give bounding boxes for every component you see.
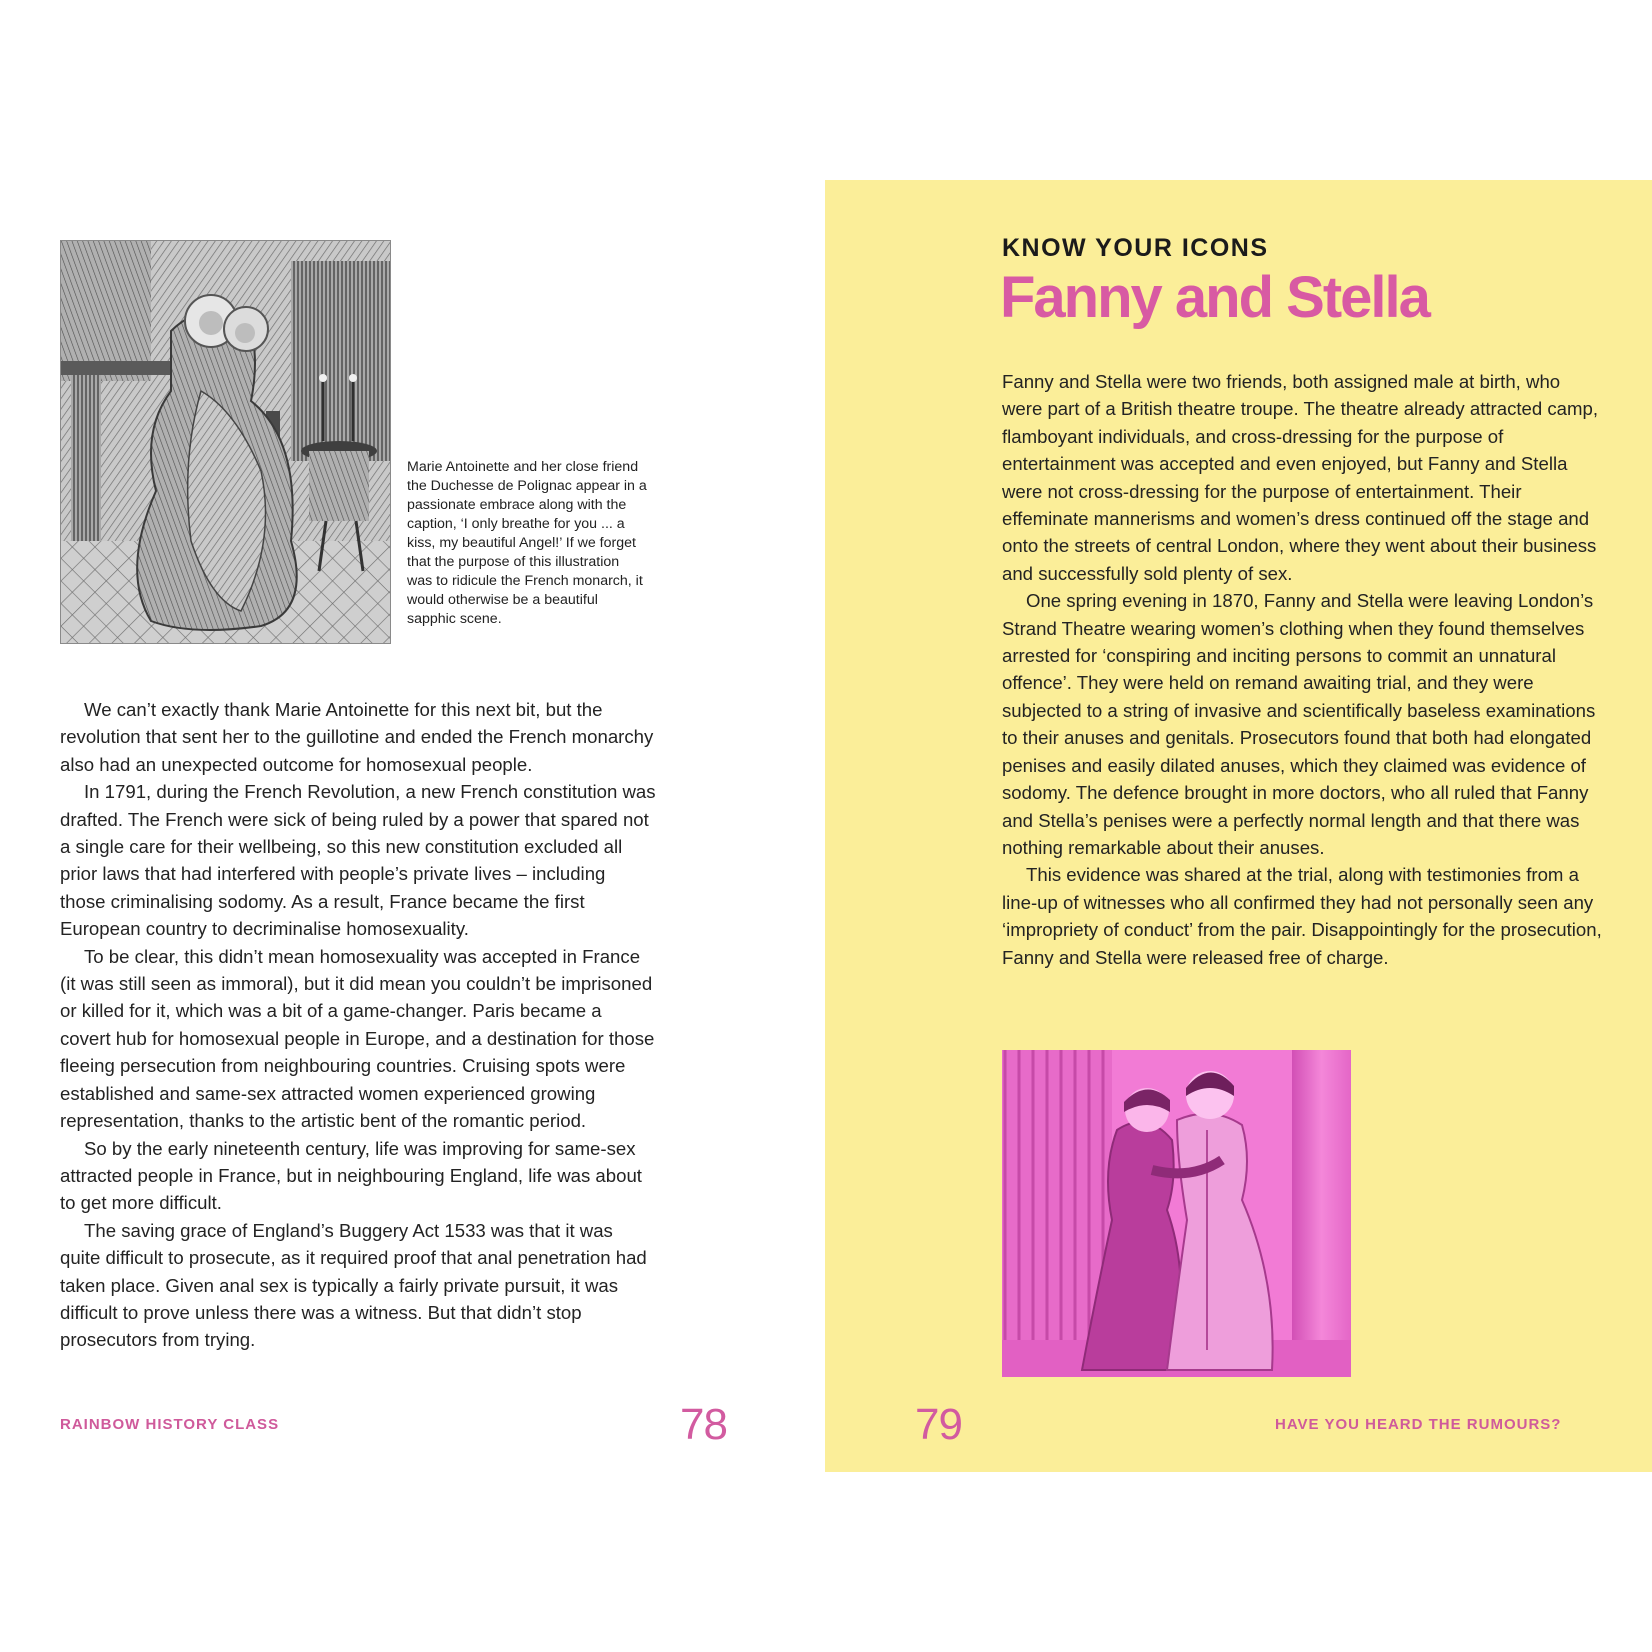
marie-antoinette-engraving: [60, 240, 391, 644]
paragraph: In 1791, during the French Revolution, a new French constitution was drafted. The French were sick of being ruled by a power that spared not a single care for their wellbeing, so this new constitution excluded all prior laws that had interfered with people’s private lives – including those criminalising sodomy. As a result, France became the first European country to decriminalise homosexuality.: [60, 781, 656, 940]
paragraph: So by the early nineteenth century, life was improving for same-sex attracted people in France, but in neighbouring England, life was about to get more difficult.: [60, 1137, 642, 1214]
paragraph: One spring evening in 1870, Fanny and Stella were leaving London’s Strand Theatre wearing women’s clothing when they found themselves arrested for ‘conspiring and inciting persons to commit an unnatural offence’. They were held on remand awaiting trial, and they were subjected to a string of invasive and scientifically baseless examinations to their anuses and genitals. Prosecutors found that both had elongated penises and easily dilated anuses, which they claimed was evidence of sodomy. The defence brought in more doctors, who all ruled that Fanny and Stella’s penises were a perfectly normal length and that there was nothing remarkable about their anuses.: [1002, 590, 1596, 858]
right-page-number: 79: [915, 1400, 962, 1449]
left-page: [0, 180, 825, 1472]
right-body-text: [1002, 368, 1602, 971]
left-body-text: [60, 696, 656, 1354]
paragraph: The saving grace of England’s Buggery Act 1533 was that it was quite difficult to prosecute, as it required proof that anal penetration had taken place. Given anal sex is typically a fairly private pursuit, it was difficult to prove unless there was a witness. But that didn’t stop prosecutors from trying.: [60, 1219, 647, 1351]
left-page-number: 78: [680, 1400, 727, 1449]
paragraph: This evidence was shared at the trial, along with testimonies from a line-up of witnesses who all confirmed they had not personally seen any ‘impropriety of conduct’ from the pair. Disappointingly for the prosecution, Fanny and Stella were released free of charge.: [1002, 864, 1602, 968]
paragraph: Fanny and Stella were two friends, both assigned male at birth, who were part of a British theatre troupe. The theatre already attracted camp, flamboyant individuals, and cross-dressing for the purpose of entertainment was accepted and even enjoyed, but Fanny and Stella were not cross-dressing for the purpose of entertainment. Their effeminate mannerisms and women’s dress continued off the stage and onto the streets of central London, where they went about their business and successfully sold plenty of sex.: [1002, 371, 1599, 584]
section-kicker: KNOW YOUR ICONS: [1002, 234, 1269, 262]
right-running-footer: HAVE YOU HEARD THE RUMOURS?: [1275, 1416, 1562, 1433]
left-running-footer: RAINBOW HISTORY CLASS: [60, 1416, 280, 1433]
engraving-caption: Marie Antoinette and her close friend the Duchesse de Polignac appear in a passionate embrace along with the caption, ‘I only breathe for you ... a kiss, my beautiful Angel!’ If we forget that the purpose of this illustration was to ridicule the French monarch, it would otherwise be a beautiful sapphic scene.: [407, 459, 647, 627]
page-title: Fanny and Stella: [1000, 265, 1429, 330]
paragraph: We can’t exactly thank Marie Antoinette for this next bit, but the revolution that sent her to the guillotine and ended the French monarchy also had an unexpected outcome for homosexual people.: [60, 699, 654, 775]
fanny-and-stella-photo: [1002, 1050, 1351, 1377]
paragraph: To be clear, this didn’t mean homosexuality was accepted in France (it was still seen as immoral), but it did mean you couldn’t be imprisoned or killed for it, which was a bit of a game-changer. Paris became a covert hub for homosexual people in Europe, and a destination for those fleeing persecution from neighbouring countries. Cruising spots were established and same-sex attracted women experienced growing representation, thanks to the artistic bent of the romantic period.: [60, 945, 655, 1132]
right-page: [825, 180, 1652, 1472]
